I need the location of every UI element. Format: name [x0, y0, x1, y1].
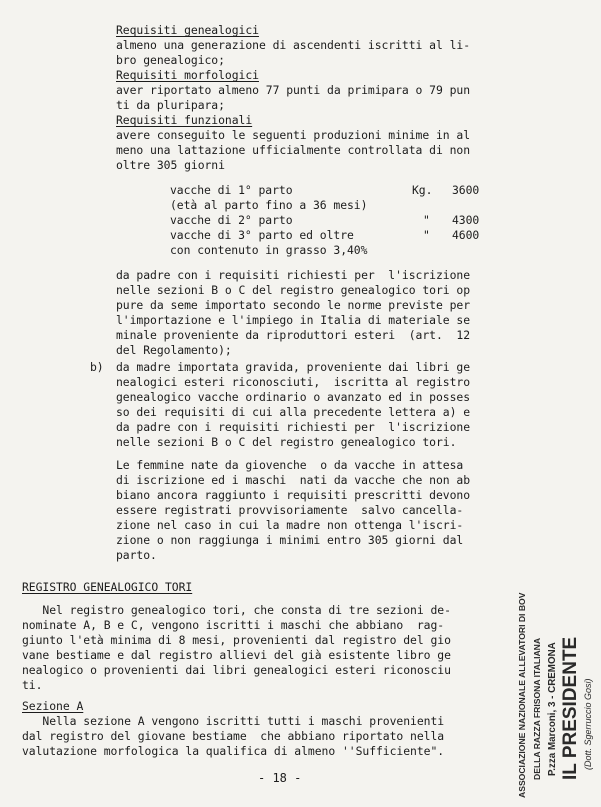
text-line: nelle sezioni B o C del registro genealogico tori op [116, 283, 471, 297]
text-line: dal registro del giovane bestiame che abbiano riportato nella [22, 729, 445, 743]
table-label: vacche di 2° parto [170, 213, 293, 227]
heading-requisiti-funzionali: Requisiti funzionali [116, 113, 253, 127]
text-line: zione o non raggiunga i minimi entro 305 giorni dal [116, 533, 464, 547]
text-line: ti. [22, 678, 43, 692]
text-line: nealogico o provenienti dai libri genealogici esteri riconosciu [22, 663, 451, 677]
text-line: oltre 305 giorni [116, 158, 225, 172]
table-label: vacche di 1° parto [170, 183, 293, 197]
text-line: di iscrizione ed i maschi nati da vacche che non ab [116, 473, 471, 487]
table-label: vacche di 3° parto ed oltre [170, 228, 354, 242]
text-line: biano ancora raggiunto i requisiti prescritti devono [116, 488, 471, 502]
text-line: Le femmine nate da giovenche o da vacche in attesa [116, 458, 464, 472]
text-line: nealogici esteri riconosciuti, iscritta al registro [116, 375, 471, 389]
heading-requisiti-morfologici: Requisiti morfologici [116, 68, 259, 82]
text-line: zione nel caso in cui la madre non ottenga l'iscri- [116, 518, 464, 532]
heading-requisiti-genealogici: Requisiti genealogici [116, 23, 259, 37]
text-line: valutazione morfologica la qualifica di almeno ''Sufficiente". [22, 744, 445, 758]
table-unit: " [423, 213, 430, 227]
text-line: da padre con i requisiti richiesti per l'iscrizione [116, 268, 471, 282]
text-line: bro genealogico; [116, 53, 225, 67]
stamp-association-name: ASSOCIAZIONE NAZIONALE ALLEVATORI DI BOVINI [517, 592, 527, 798]
text-line: minale proveniente da riproduttori esteri (art. 12 [116, 328, 471, 342]
table-label: (età al parto fino a 36 mesi) [170, 198, 368, 212]
text-line: vane bestiame e dal registro allievi del già esistente libro ge [22, 648, 451, 662]
text-line: pure da seme importato secondo le norme previste per [116, 298, 471, 312]
heading-sezione-a: Sezione A [22, 699, 84, 713]
heading-registro-tori: REGISTRO GENEALOGICO TORI [22, 580, 193, 594]
table-value: 4600 [452, 228, 480, 242]
stamp-address: P.zza Marconi, 3 - CREMONA [547, 642, 558, 776]
text-line: parto. [116, 548, 157, 562]
page-number: - 18 - [258, 771, 302, 785]
table-unit: Kg. [412, 183, 433, 197]
stamp-breed-name: DELLA RAZZA FRISONA ITALIANA [532, 637, 542, 780]
table-value: 4300 [452, 213, 480, 227]
text-line: del Regolamento); [116, 343, 232, 357]
text-line: giunto l'età minima di 8 mesi, provenienti dal registro del gio [22, 633, 451, 647]
association-stamp [500, 592, 600, 802]
text-line: essere registrati provvisoriamente salvo cancella- [116, 503, 464, 517]
text-line: almeno una generazione di ascendenti iscritti al li- [116, 38, 471, 52]
text-line: l'importazione e l'impiego in Italia di materiale se [116, 313, 471, 327]
text-line: Nel registro genealogico tori, che consta di tre sezioni de- [22, 603, 451, 617]
stamp-signatory: (Dott. Sgerruccio Gosi) [583, 678, 593, 770]
stamp-title: IL PRESIDENTE [560, 636, 581, 780]
text-line: aver riportato almeno 77 punti da primipara o 79 pun [116, 83, 471, 97]
text-line: genealogico vacche ordinario o avanzato ed in posses [116, 390, 471, 404]
list-marker-b: b) [90, 360, 104, 374]
table-unit: " [423, 228, 430, 242]
text-line: meno una lattazione ufficialmente controllata di non [116, 143, 471, 157]
table-label: con contenuto in grasso 3,40% [170, 243, 368, 257]
text-line: ti da pluripara; [116, 98, 225, 112]
text-line: nelle sezioni B o C del registro genealogico tori. [116, 435, 457, 449]
text-line: so dei requisiti di cui alla precedente lettera a) e [116, 405, 471, 419]
text-line: da madre importata gravida, proveniente dai libri ge [116, 360, 471, 374]
text-line: avere conseguito le seguenti produzioni minime in al [116, 128, 471, 142]
text-line: da padre con i requisiti richiesti per l'iscrizione [116, 420, 471, 434]
table-value: 3600 [452, 183, 480, 197]
text-line: nominate A, B e C, vengono iscritti i maschi che abbiano rag- [22, 618, 445, 632]
text-line: Nella sezione A vengono iscritti tutti i maschi provenienti [22, 714, 445, 728]
